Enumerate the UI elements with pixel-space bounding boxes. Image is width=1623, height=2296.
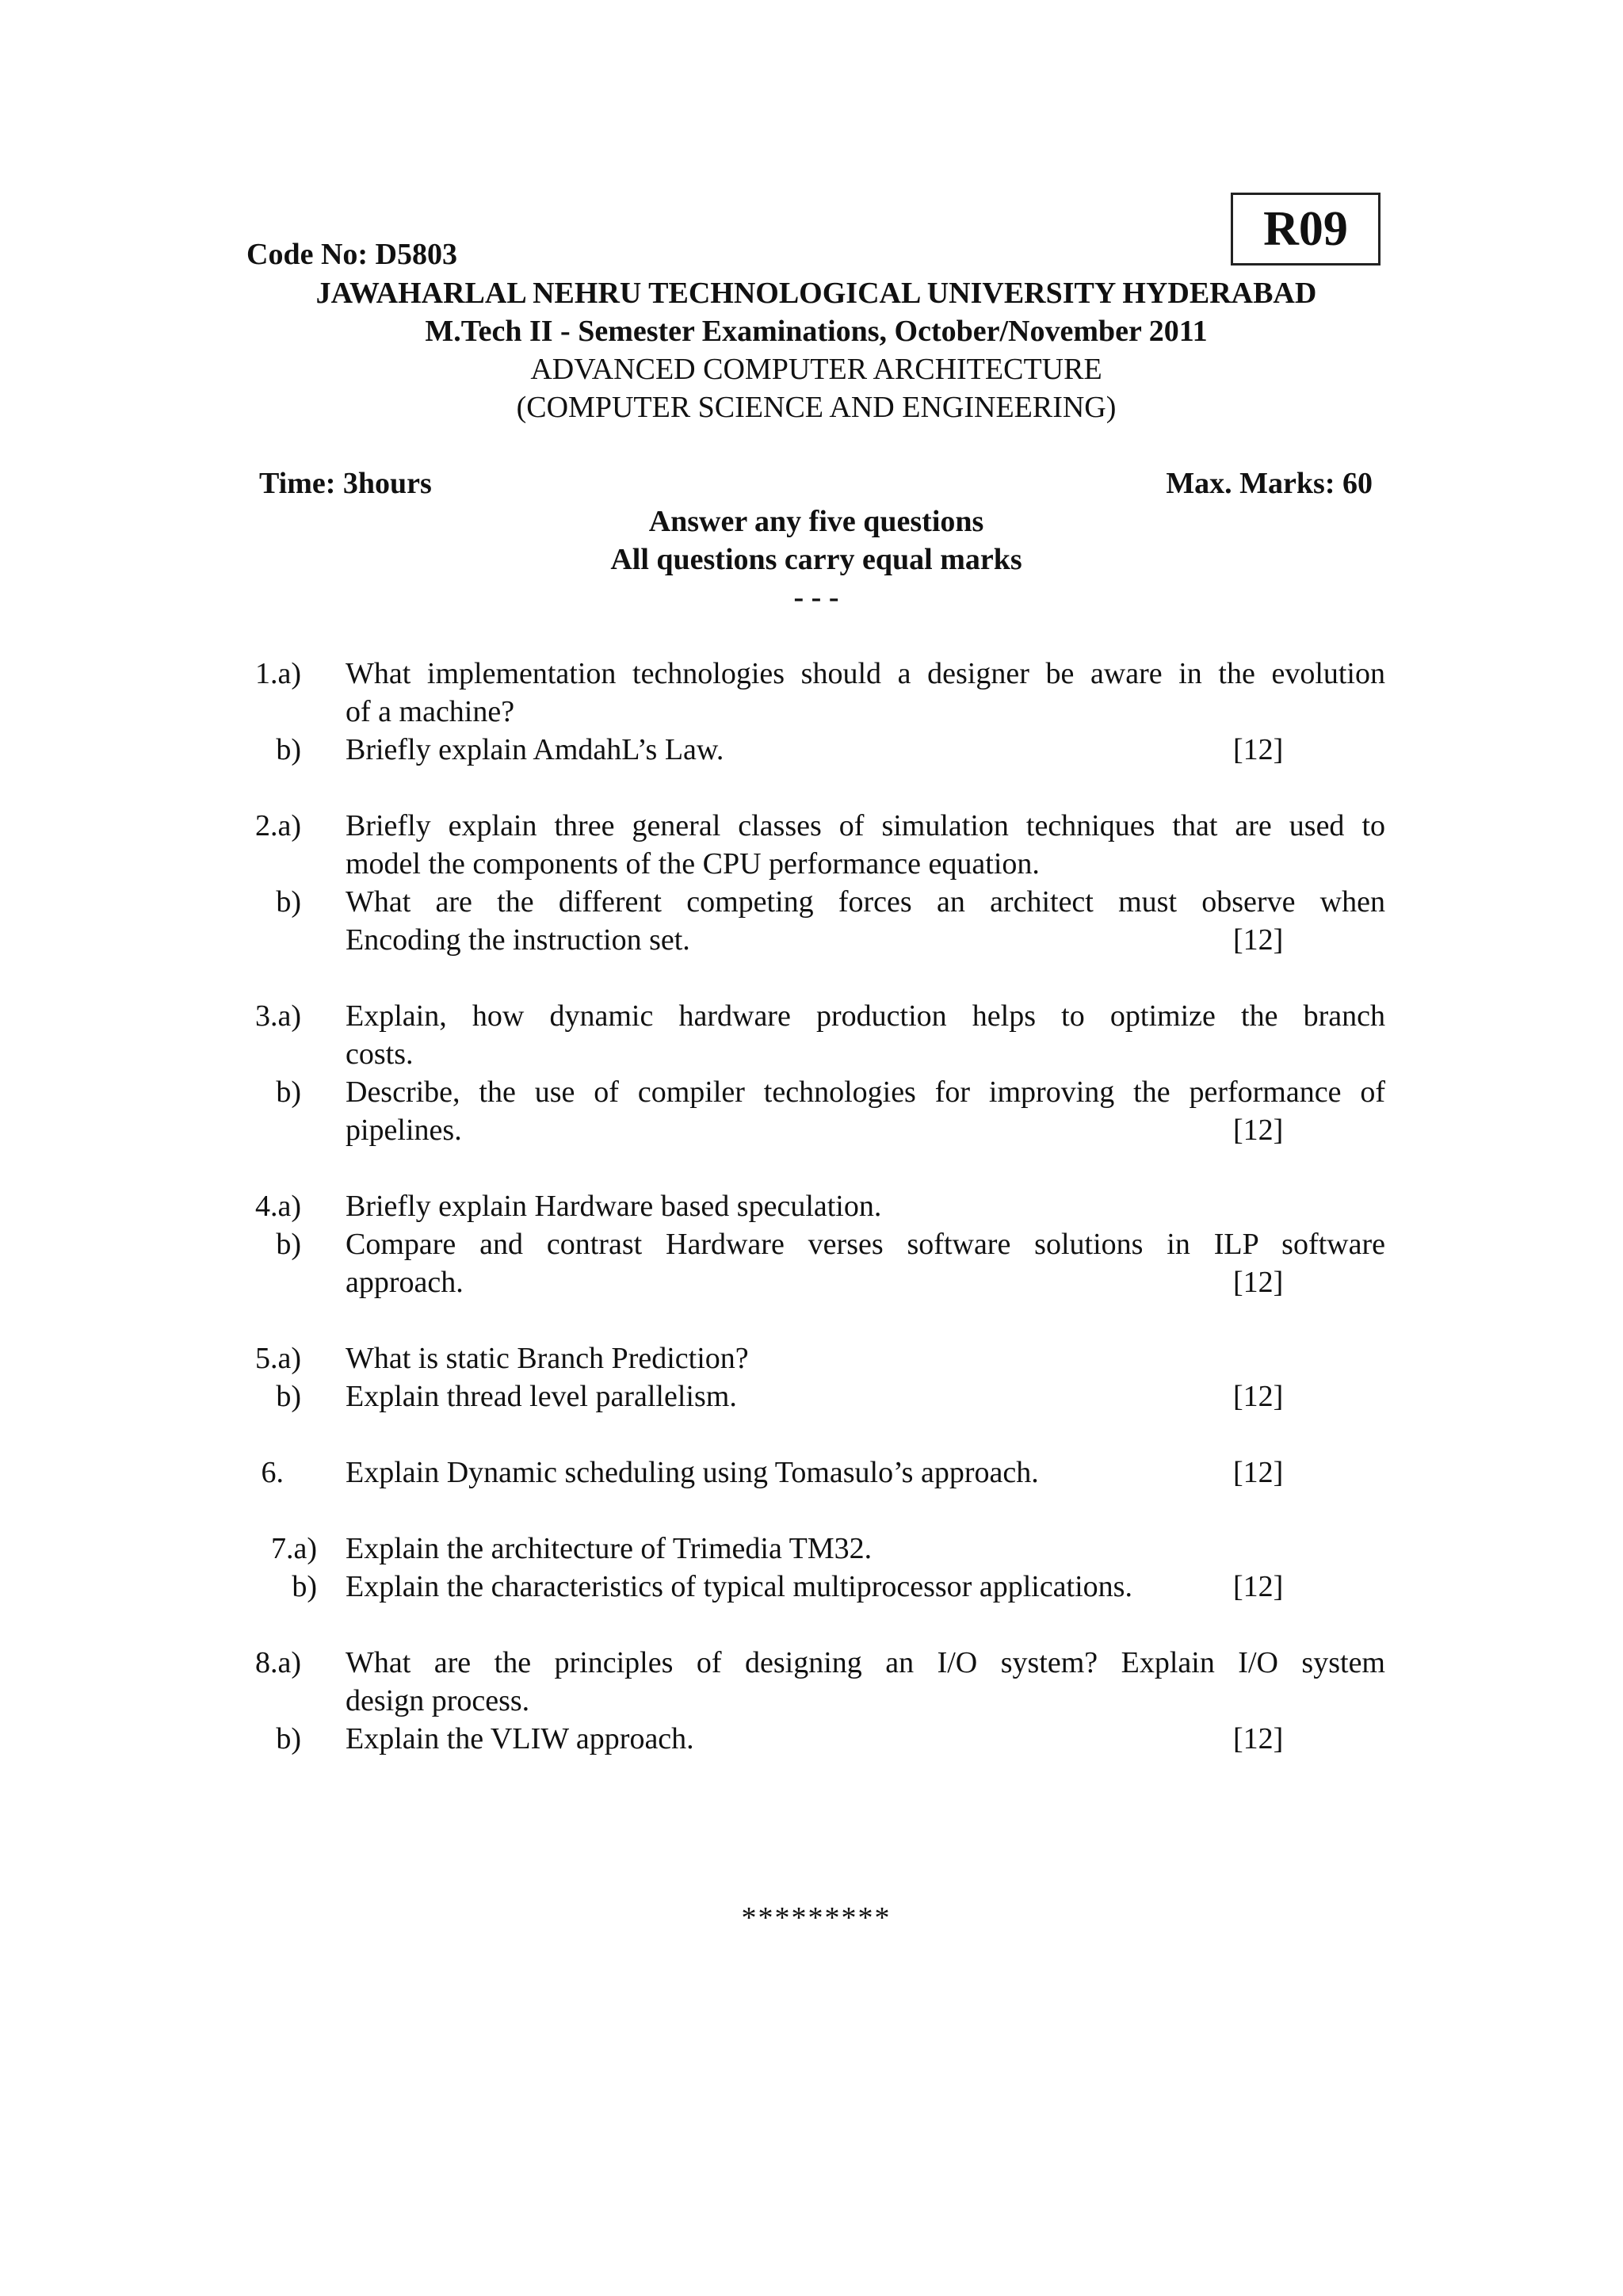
question-8-marks: [12] (1233, 1722, 1284, 1755)
question-5-marks: [12] (1233, 1380, 1284, 1413)
question-4-marks: [12] (1233, 1266, 1284, 1299)
separator: - - - (793, 581, 839, 614)
question-8a-number: 8.a) (254, 1646, 301, 1679)
branch-title: (COMPUTER SCIENCE AND ENGINEERING) (516, 391, 1117, 424)
question-3a-text-line2: costs. (346, 1037, 414, 1071)
question-4b-text-line2: approach. (346, 1266, 464, 1299)
question-2a-text-line2: model the components of the CPU performance equation. (346, 847, 1040, 881)
question-3b-text-line2: pipelines. (346, 1114, 462, 1147)
question-2a-number: 2.a) (254, 809, 301, 842)
question-7a-number: 7.a) (270, 1532, 317, 1565)
instruction-answer-any: Answer any five questions (648, 505, 984, 538)
question-2b-text-line2: Encoding the instruction set. (346, 923, 690, 957)
question-5b-number: b) (276, 1380, 301, 1413)
question-2b-text-line1: What are the different competing forces an architect must observe when (346, 885, 1385, 919)
question-7b-number: b) (292, 1570, 317, 1603)
question-1a-text-line2: of a machine? (346, 695, 515, 728)
question-5a-text: What is static Branch Prediction? (346, 1342, 749, 1375)
instruction-equal-marks: All questions carry equal marks (610, 543, 1022, 576)
university-name: JAWAHARLAL NEHRU TECHNOLOGICAL UNIVERSITY HYDERABAD (315, 277, 1317, 310)
question-3b-number: b) (276, 1075, 301, 1109)
question-4b-number: b) (276, 1228, 301, 1261)
question-6-marks: [12] (1233, 1456, 1284, 1489)
question-3-marks: [12] (1233, 1114, 1284, 1147)
subject-title: ADVANCED COMPUTER ARCHITECTURE (530, 353, 1102, 386)
question-5b-text: Explain thread level parallelism. (346, 1380, 737, 1413)
question-8b-number: b) (276, 1722, 301, 1755)
question-7-marks: [12] (1233, 1570, 1284, 1603)
question-2a-text-line1: Briefly explain three general classes of simulation techniques that are used to (346, 809, 1385, 842)
question-3b-text-line1: Describe, the use of compiler technologies for improving the performance of (346, 1075, 1385, 1109)
question-1b-text: Briefly explain AmdahL’s Law. (346, 733, 724, 766)
question-6-text: Explain Dynamic scheduling using Tomasulo’s approach. (346, 1456, 1039, 1489)
question-2b-number: b) (276, 885, 301, 919)
question-8a-text-line1: What are the principles of designing an I/O system? Explain I/O system (346, 1646, 1385, 1679)
question-8a-text-line2: design process. (346, 1684, 530, 1717)
code-number: Code No: D5803 (246, 238, 457, 271)
exam-time: Time: 3hours (259, 467, 432, 500)
question-1b-number: b) (276, 733, 301, 766)
regulation-box: R09 (1231, 193, 1381, 266)
question-7a-text: Explain the architecture of Trimedia TM32. (346, 1532, 873, 1565)
question-4b-text-line1: Compare and contrast Hardware verses software solutions in ILP software (346, 1228, 1385, 1261)
question-5a-number: 5.a) (254, 1342, 301, 1375)
question-2-marks: [12] (1233, 923, 1284, 957)
max-marks: Max. Marks: 60 (1166, 467, 1373, 500)
question-8b-text: Explain the VLIW approach. (346, 1722, 694, 1755)
question-4a-text: Briefly explain Hardware based speculation. (346, 1190, 882, 1223)
question-1a-text-line1: What implementation technologies should a designer be aware in the evolution (346, 657, 1385, 690)
question-3a-number: 3.a) (254, 999, 301, 1033)
question-1-marks: [12] (1233, 733, 1284, 766)
question-7b-text: Explain the characteristics of typical multiprocessor applications. (346, 1570, 1132, 1603)
question-4a-number: 4.a) (254, 1190, 301, 1223)
question-1a-number: 1.a) (254, 657, 301, 690)
end-of-paper-mark: ********* (741, 1901, 892, 1935)
question-6-number: 6. (261, 1456, 284, 1489)
question-3a-text-line1: Explain, how dynamic hardware production helps to optimize the branch (346, 999, 1385, 1033)
exam-title: M.Tech II - Semester Examinations, October/November 2011 (425, 315, 1208, 348)
